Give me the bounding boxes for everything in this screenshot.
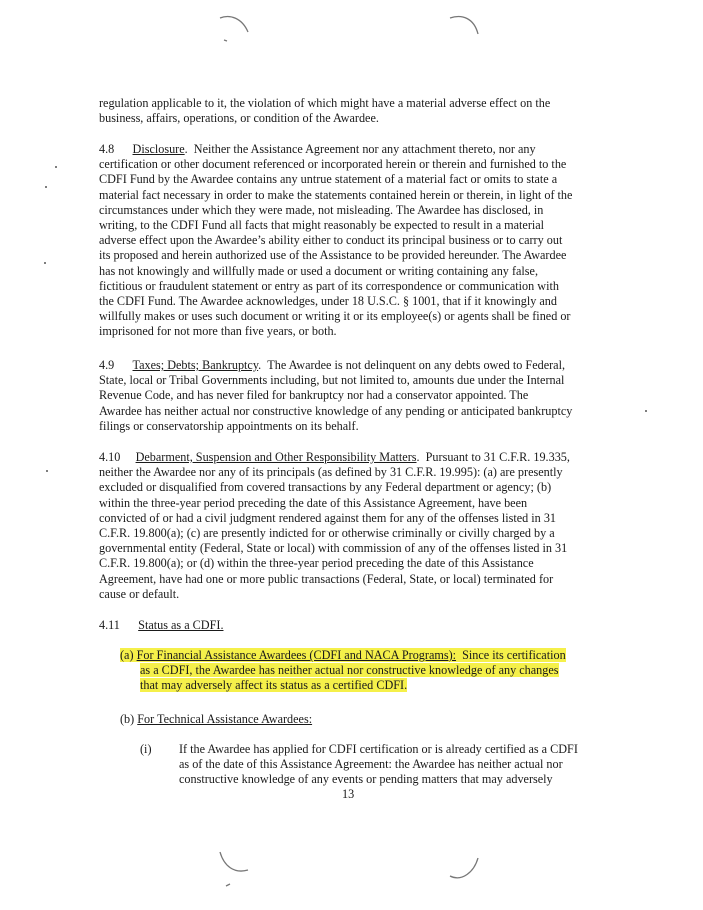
punch-hole-mark-top-right [446,12,486,46]
paragraph-line: willfully makes or uses such document or writing it or its employee(s) or agents shall be fined or [99,309,571,324]
section-4-10: 4.10 Debarment, Suspension and Other Responsibility Matters. Pursuant to 31 C.F.R. 19.335, neither the Awardee nor any of its principals (as defined by 31 C.F.R. 19.995): (a) are presently excluded or disqualified from covered transactions by any Federal department or agency; (b) within the three-year period preceding the date of this Assistance Agreement, have been convicted of or had a civil judgment rendered against them for any of the offenses listed in 31 C.F.R. 19.800(a); (c) are presently indicted for or otherwise criminally or civilly charged by a governmental entity (Federal, State or local) with commission of any of the offenses listed in 31 C.F.R. 19.800(a); or (d) within the three-year period preceding the date of this Assistance Agreement, have had one or more public transactions (Federal, State, or local) terminated for cause or default. [99,450,570,601]
punch-hole-mark-bottom-right [444,852,484,892]
paragraph-line: imprisoned for not more than five years, or both. [99,324,337,339]
paragraph-line: constructive knowledge of any events or pending matters that may adversely [179,772,553,787]
scan-speck [55,166,57,168]
highlighted-line: as a CDFI, the Awardee has neither actual nor constructive knowledge of any changes [140,663,559,678]
paragraph-line: certification or other document referenced or incorporated herein or therein and furnished to the [99,157,567,172]
section-number: 4.8 [99,142,115,156]
section-heading: Status as a CDFI. [138,618,224,632]
paragraph-line: as of the date of this Assistance Agreement: the Awardee has neither actual nor [179,757,563,772]
punch-hole-mark-bottom-left [214,848,254,888]
paragraph-line: CDFI Fund by the Awardee contains any untrue statement of a material fact or omits to state a [99,172,558,187]
paragraph-line: regulation applicable to it, the violation of which might have a material adverse effect on the [99,96,551,110]
paragraph-line: Neither the Assistance Agreement nor any attachment thereto, nor any [193,142,536,156]
paragraph-line: writing, to the CDFI Fund all facts that might reasonably be expected to result in a material [99,218,545,233]
paragraph-line: excluded or disqualified from covered transactions by any Federal department or agency; (b) [99,480,552,495]
paragraph-line: the CDFI Fund. The Awardee acknowledges, under 18 U.S.C. § 1001, that if it knowingly and [99,294,557,309]
section-heading: Taxes; Debts; Bankruptcy [132,358,259,372]
paragraph-line: adverse effect upon the Awardee’s ability either to conduct its principal business or to carry out [99,233,563,248]
paragraph-line: its proposed and herein authorized use of the Assistance to be provided hereunder. The Awardee [99,248,567,263]
subsection-i-label [140,742,152,757]
paragraph-line: has not knowingly and willfully made or used a document or writing containing any false, [99,263,538,278]
section-4-8: 4.8 Disclosure. Neither the Assistance Agreement nor any attachment thereto, nor any certification or other document referenced or incorporated herein or therein and furnished to the CDFI Fund by the Awardee contains any untrue statement of a material fact or omits to state a material fact necessary in order to make the statements contained herein or therein, in light of the circumstances under which they were made, not misleading. The Awardee has disclosed, in writing, to the CDFI Fund all facts that might reasonably be expected to result in a material adverse effect upon the Awardee’s ability either to conduct its principal business or to carry out its proposed and herein authorized use of the Assistance to be provided hereunder. The Awardee has not knowingly and willfully made or used a document or writing containing any false, fictitious or fraudulent statement or entry as part of its correspondence or communication with the CDFI Fund. The Awardee acknowledges, under 18 U.S.C. § 1001, that if it knowingly and willfully makes or uses such document or writing it or its employee(s) or agents shall be fined or imprisoned for not more than five years, or both. [99,142,573,339]
paragraph-line: fictitious or fraudulent statement or entry as part of its correspondence or communication with [99,278,559,293]
subsection-b [120,712,312,727]
paragraph-line: If the Awardee has applied for CDFI certification or is already certified as a CDFI [179,742,578,756]
paragraph-line: cause or default. [99,586,180,601]
scan-speck [46,470,48,472]
paragraph-line: circumstances under which they were made, not misleading. The Awardee has disclosed, in [99,202,544,217]
subsection-label: (b) [120,712,135,726]
paragraph-line: C.F.R. 19.800(a); (c) are presently indicted for or otherwise criminally or civilly charged by a [99,526,555,541]
paragraph-line: neither the Awardee nor any of its principals (as defined by 31 C.F.R. 19.995): (a) are presently [99,465,563,480]
paragraph-line: Revenue Code, and has never filed for bankruptcy nor had a conservator appointed. The [99,388,529,403]
scan-speck [645,410,647,412]
paragraph-line: State, local or Tribal Governments including, but not limited to, amounts due under the Internal [99,373,565,388]
section-4-9: 4.9 Taxes; Debts; Bankruptcy. The Awardee is not delinquent on any debts owed to Federal, State, local or Tribal Governments including, but not limited to, amounts due under the Internal Revenue Code, and has never filed for bankruptcy nor had a conservator appointed. The Awardee has neither actual nor constructive knowledge of any pending or anticipated bankruptcy filings or conservatorship appointments on its behalf. [99,358,573,433]
section-number: 4.11 [99,618,120,632]
paragraph-line: governmental entity (Federal, State or local) with commission of any of the offenses listed in 31 [99,541,568,556]
punch-hole-mark-top-left [214,12,254,42]
highlighted-line: that may adversely affect its status as a certified CDFI. [140,678,408,693]
subsection-heading: For Technical Assistance Awardees: [137,712,313,726]
scan-speck [45,186,47,188]
paragraph-line: Awardee has neither actual nor constructive knowledge of any pending or anticipated bankruptcy [99,403,573,418]
section-heading: Disclosure [132,142,185,156]
paragraph-line: Pursuant to 31 C.F.R. 19.335, [425,450,570,464]
paragraph-line: C.F.R. 19.800(a); or (d) within the three-year period preceding the date of this Assistance [99,556,534,571]
paragraph-line: business, affairs, operations, or condition of the Awardee. [99,111,379,126]
paragraph-line: Since its certification [462,648,566,662]
subsection-a [120,648,566,694]
scan-speck [44,262,46,264]
subsection-i [179,742,578,788]
subsection-label: (a) [120,648,134,662]
paragraph-line: Agreement, have had one or more public transactions (Federal, State, or local) terminated for [99,571,554,586]
paragraph-line: The Awardee is not delinquent on any debts owed to Federal, [267,358,566,372]
section-number: 4.9 [99,358,115,372]
subsection-heading: For Financial Assistance Awardees (CDFI and NACA Programs): [136,648,457,662]
section-4-11 [99,618,223,633]
intro-paragraph [99,96,550,126]
page-number: 13 [342,787,355,801]
subsection-label: (i) [140,742,152,756]
paragraph-line: convicted of or had a civil judgment rendered against them for any of the offenses listed in 31 [99,510,557,525]
paragraph-line: material fact necessary in order to make the statements contained herein or therein, in light of the [99,187,573,202]
paragraph-line: within the three-year period preceding the date of this Assistance Agreement, have been [99,495,528,510]
section-heading: Debarment, Suspension and Other Responsibility Matters [135,450,417,464]
section-number: 4.10 [99,450,121,464]
paragraph-line: filings or conservatorship appointments on its behalf. [99,418,359,433]
